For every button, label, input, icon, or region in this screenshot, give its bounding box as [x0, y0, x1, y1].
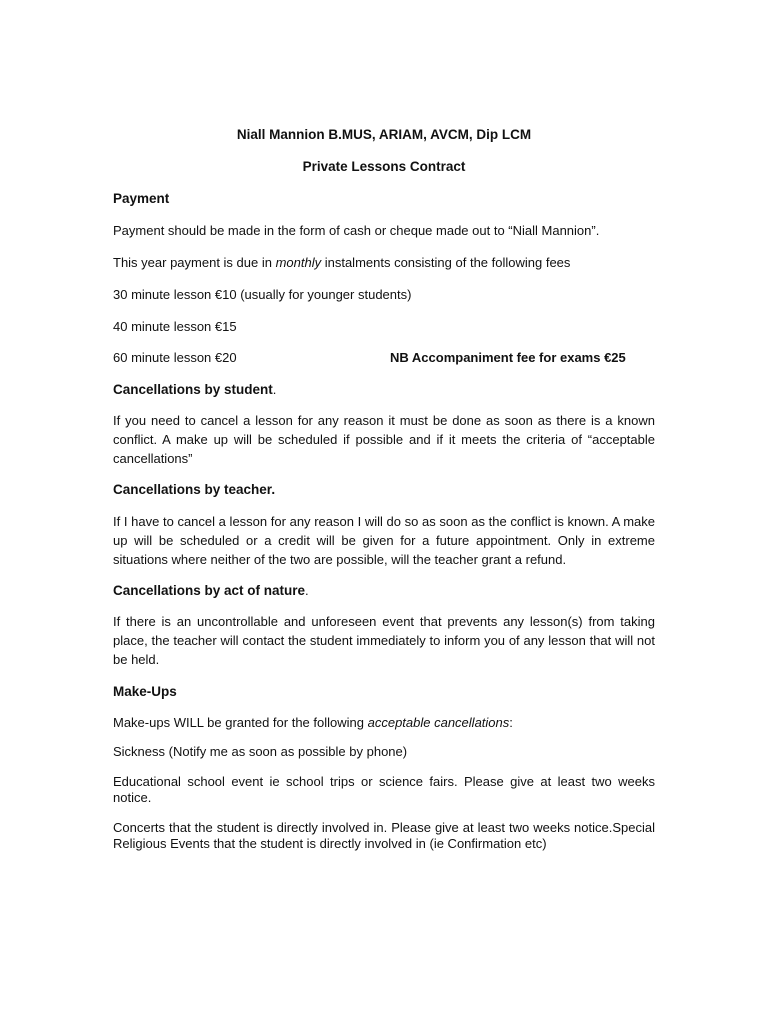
cancellations-nature-heading-line: [113, 581, 655, 600]
makeups-school-event: Educational school event ie school trips or science fairs. Please give at least two weeks notice.: [113, 774, 655, 805]
cancellations-student-heading-suffix: .: [272, 382, 277, 397]
cancellations-teacher-heading: Cancellations by teacher.: [113, 482, 276, 497]
payment-due-emphasis: monthly: [275, 255, 322, 270]
author-credentials: Niall Mannion B.MUS, ARIAM, AVCM, Dip LCM: [236, 127, 532, 142]
makeups-heading: Make-Ups: [113, 684, 177, 699]
cancellations-student-text: If you need to cancel a lesson for any reason it must be done as soon as there is a known conflict. A make up will be scheduled if possible and if it meets the criteria of “acceptable cancellations”: [113, 413, 655, 466]
fee-30-minute: 30 minute lesson €10 (usually for younger students): [113, 287, 412, 302]
cancellations-nature-heading-suffix: .: [305, 583, 309, 598]
makeups-sickness: Sickness (Notify me as soon as possible by phone): [113, 744, 408, 759]
payment-due-before: This year payment is due in: [113, 255, 276, 270]
payment-method-text: Payment should be made in the form of cash or cheque made out to “Niall Mannion”.: [113, 223, 600, 238]
fee-40-minute: 40 minute lesson €15: [113, 319, 237, 334]
makeups-intro-after: :: [509, 715, 513, 730]
cancellations-student-heading: Cancellations by student: [113, 382, 273, 397]
payment-due-text: [113, 253, 655, 272]
makeups-intro-before: Make-ups WILL be granted for the following: [113, 715, 368, 730]
cancellations-student-heading-line: [113, 380, 655, 399]
fee-60-minute: 60 minute lesson €20: [113, 350, 237, 365]
payment-heading: Payment: [113, 191, 170, 206]
contract-title: Private Lessons Contract: [302, 159, 466, 174]
cancellations-teacher-text: If I have to cancel a lesson for any reason I will do so as soon as the conflict is known. A make up will be scheduled or a credit will be given for a future appointment. Only in extreme situations where neither of the two are possible, will the teacher grant a refund.: [113, 514, 655, 567]
makeups-concerts: Concerts that the student is directly involved in. Please give at least two weeks notice.Special Religious Events that the student is directly involved in (ie Confirmation etc): [113, 820, 655, 851]
accompaniment-fee-note: NB Accompaniment fee for exams €25: [390, 350, 626, 365]
makeups-intro-emphasis: acceptable cancellations: [367, 715, 510, 730]
cancellations-nature-heading: Cancellations by act of nature: [113, 583, 306, 598]
makeups-intro: [113, 713, 655, 732]
cancellations-nature-text: If there is an uncontrollable and unforeseen event that prevents any lesson(s) from taking place, the teacher will contact the student immediately to inform you of any lesson that will not be held.: [113, 614, 655, 667]
payment-due-after: instalments consisting of the following fees: [321, 255, 571, 270]
